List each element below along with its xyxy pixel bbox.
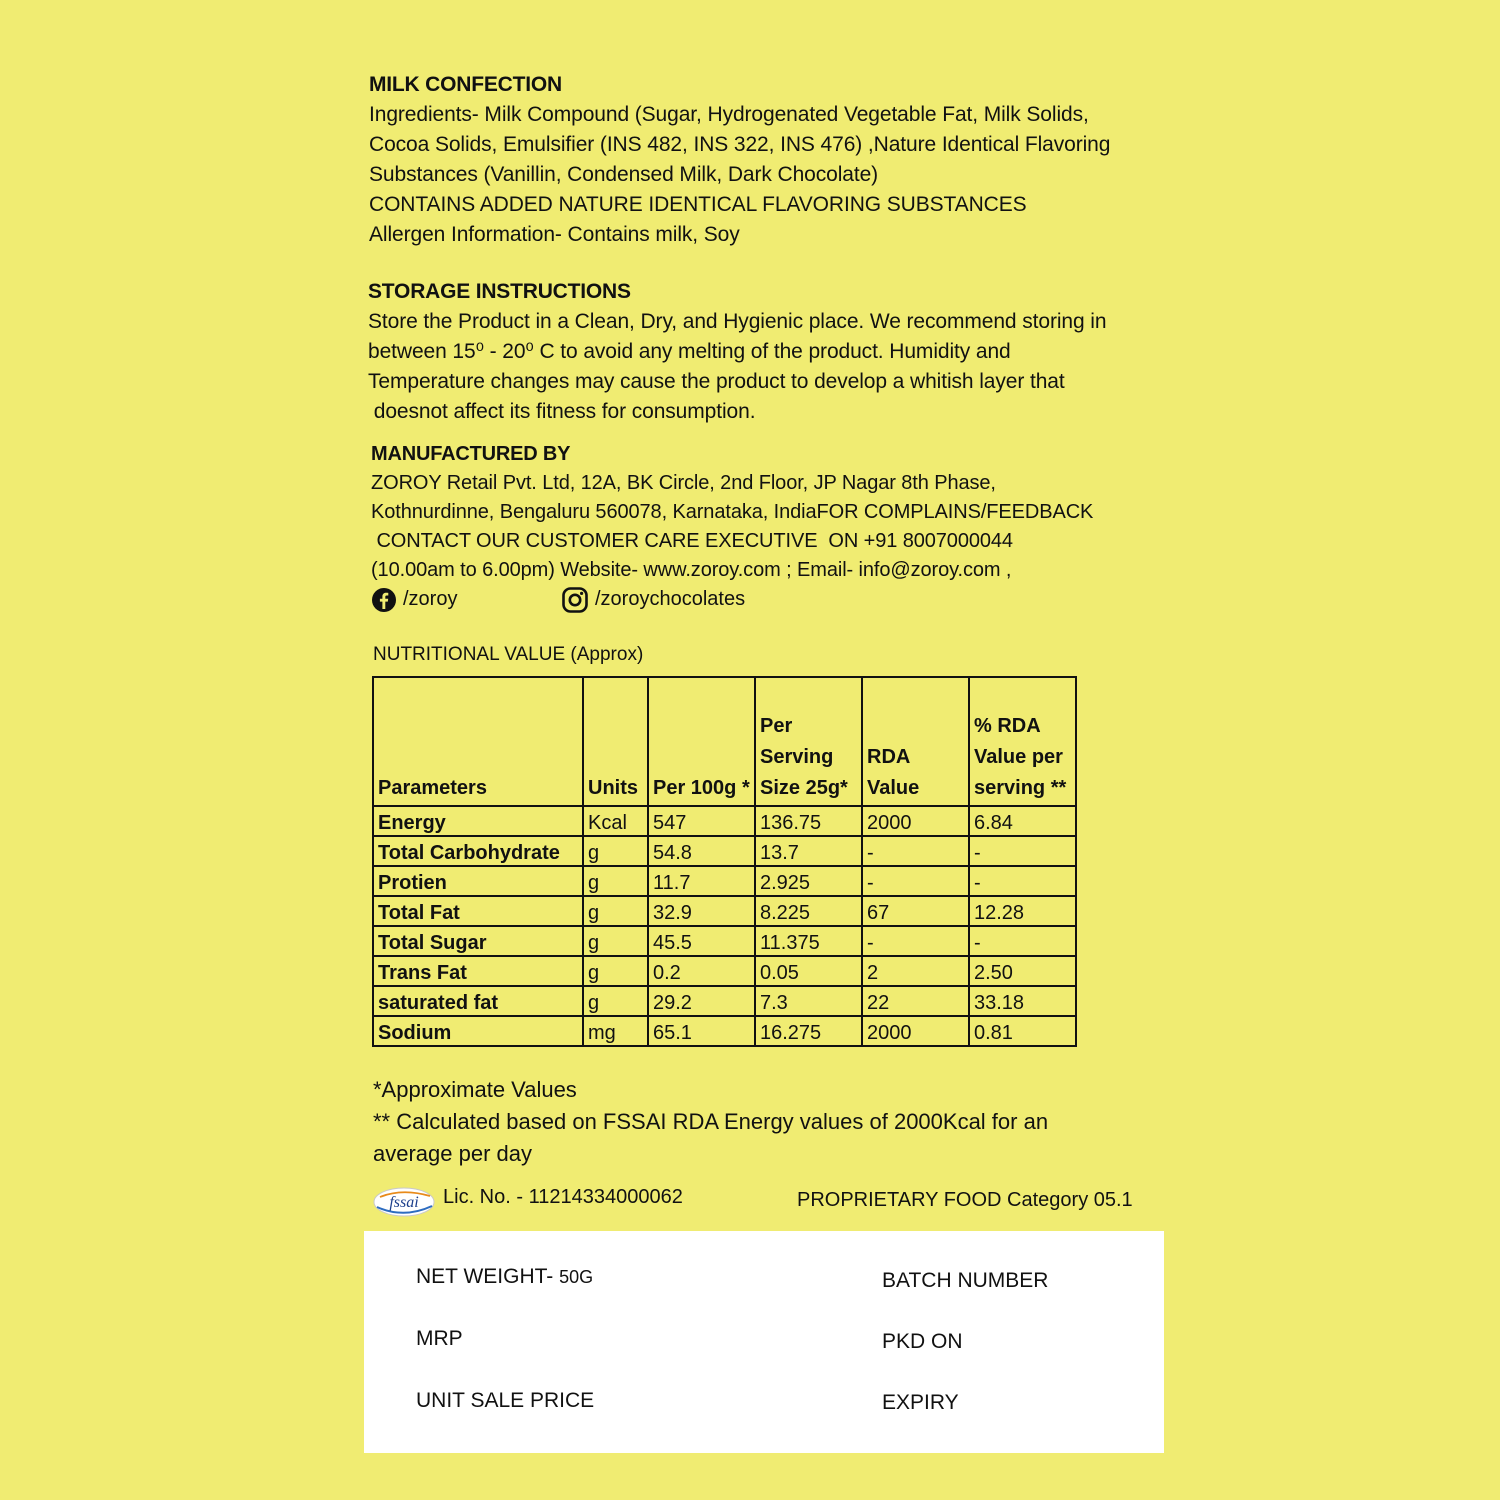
license-number: Lic. No. - 11214334000062 xyxy=(443,1186,683,1208)
header-cell: Per 100g * xyxy=(648,677,755,806)
nutrition-value: - xyxy=(862,866,969,896)
nutrition-value: 54.8 xyxy=(648,836,755,866)
nutrition-parameter: Sodium xyxy=(373,1016,583,1046)
nutrition-value: - xyxy=(969,836,1076,866)
nutrition-parameter: Total Carbohydrate xyxy=(373,836,583,866)
pkd-on-label: PKD ON xyxy=(882,1330,963,1353)
nutrition-value: 2.925 xyxy=(755,866,862,896)
nutrition-row xyxy=(373,866,1076,896)
facebook-link[interactable] xyxy=(371,585,561,614)
storage-line: between 15⁰ - 20⁰ C to avoid any melting of the product. Humidity and xyxy=(368,340,1011,363)
manufacturer-line: ZOROY Retail Pvt. Ltd, 12A, BK Circle, 2nd Floor, JP Nagar 8th Phase, xyxy=(371,472,996,494)
manufacturer-line: Kothnurdinne, Bengaluru 560078, Karnataka, IndiaFOR COMPLAINS/FEEDBACK xyxy=(371,501,1094,523)
storage-line: Store the Product in a Clean, Dry, and Hygienic place. We recommend storing in xyxy=(368,310,1107,333)
svg-text:fssai: fssai xyxy=(389,1194,419,1211)
nutrition-row xyxy=(373,956,1076,986)
header-cell: Parameters xyxy=(373,677,583,806)
net-weight-label: NET WEIGHT- xyxy=(416,1265,554,1288)
ingredients-heading: MILK CONFECTION xyxy=(369,73,562,96)
nutrition-value: 32.9 xyxy=(648,896,755,926)
nutrition-value: Kcal xyxy=(583,806,648,836)
instagram-link[interactable] xyxy=(561,585,745,614)
nutrition-row xyxy=(373,806,1076,836)
nutrition-value: - xyxy=(862,926,969,956)
ingredients-line: Ingredients- Milk Compound (Sugar, Hydrogenated Vegetable Fat, Milk Solids, xyxy=(369,103,1089,126)
nutrition-value: 45.5 xyxy=(648,926,755,956)
header-cell: % RDA Value per serving ** xyxy=(969,677,1076,806)
nutrition-value: 6.84 xyxy=(969,806,1076,836)
nutrition-value: g xyxy=(583,956,648,986)
nutrition-table xyxy=(372,676,1077,1047)
nutrition-value: 29.2 xyxy=(648,986,755,1016)
header-cell: Per Serving Size 25g* xyxy=(755,677,862,806)
ingredients-line: Allergen Information- Contains milk, Soy xyxy=(369,223,740,246)
mrp-label: MRP xyxy=(416,1327,463,1350)
nutrition-value: 11.375 xyxy=(755,926,862,956)
social-links xyxy=(371,585,1093,614)
batch-number-label: BATCH NUMBER xyxy=(882,1269,1049,1292)
storage-heading: STORAGE INSTRUCTIONS xyxy=(368,280,631,303)
nutrition-value: g xyxy=(583,836,648,866)
expiry-label: EXPIRY xyxy=(882,1391,959,1414)
nutrition-value: 2000 xyxy=(862,806,969,836)
nutrition-value: 136.75 xyxy=(755,806,862,836)
food-category: PROPRIETARY FOOD Category 05.1 xyxy=(797,1189,1133,1211)
nutrition-value: 7.3 xyxy=(755,986,862,1016)
nutrition-title: NUTRITIONAL VALUE (Approx) xyxy=(373,644,644,665)
nutrition-value: 67 xyxy=(862,896,969,926)
nutrition-value: 2 xyxy=(862,956,969,986)
manufacturer-line: CONTACT OUR CUSTOMER CARE EXECUTIVE ON +91 8007000044 xyxy=(371,530,1013,552)
instagram-icon xyxy=(561,586,589,614)
storage-line: Temperature changes may cause the product to develop a whitish layer that xyxy=(368,370,1065,393)
nutrition-parameter: Total Sugar xyxy=(373,926,583,956)
net-weight-value: 50G xyxy=(559,1267,594,1287)
footnote-calc-cont: average per day xyxy=(373,1141,532,1166)
facebook-handle: /zoroy xyxy=(403,588,458,610)
ingredients-line: Cocoa Solids, Emulsifier (INS 482, INS 322, INS 476) ,Nature Identical Flavoring xyxy=(369,133,1111,156)
nutrition-value: 11.7 xyxy=(648,866,755,896)
manufacturer-heading: MANUFACTURED BY xyxy=(371,443,571,465)
nutrition-value: mg xyxy=(583,1016,648,1046)
header-cell: RDA Value xyxy=(862,677,969,806)
ingredients-section xyxy=(369,70,1110,250)
fssai-logo xyxy=(372,1185,438,1224)
pack-info-panel xyxy=(364,1231,1164,1453)
nutrition-value: 16.275 xyxy=(755,1016,862,1046)
nutrition-value: 0.05 xyxy=(755,956,862,986)
nutrition-value: g xyxy=(583,896,648,926)
nutrition-value: 65.1 xyxy=(648,1016,755,1046)
nutrition-parameter: Total Fat xyxy=(373,896,583,926)
nutrition-value: 8.225 xyxy=(755,896,862,926)
nutrition-row xyxy=(373,836,1076,866)
nutrition-value: 547 xyxy=(648,806,755,836)
nutrition-row xyxy=(373,926,1076,956)
nutrition-value: 33.18 xyxy=(969,986,1076,1016)
footnote-calc: ** Calculated based on FSSAI RDA Energy values of 2000Kcal for an xyxy=(373,1109,1049,1134)
nutrition-value: 2.50 xyxy=(969,956,1076,986)
nutrition-parameter: Energy xyxy=(373,806,583,836)
manufacturer-line: (10.00am to 6.00pm) Website- www.zoroy.com ; Email- info@zoroy.com , xyxy=(371,559,1012,581)
nutrition-value: 13.7 xyxy=(755,836,862,866)
nutrition-value: 0.2 xyxy=(648,956,755,986)
nutrition-value: 22 xyxy=(862,986,969,1016)
nutrition-parameter: Protien xyxy=(373,866,583,896)
nutrition-value: - xyxy=(862,836,969,866)
nutrition-parameter: Trans Fat xyxy=(373,956,583,986)
nutrition-row xyxy=(373,1016,1076,1046)
nutrition-value: 0.81 xyxy=(969,1016,1076,1046)
nutrition-value: 2000 xyxy=(862,1016,969,1046)
header-cell: Units xyxy=(583,677,648,806)
nutrition-value: - xyxy=(969,926,1076,956)
nutrition-value: 12.28 xyxy=(969,896,1076,926)
instagram-handle: /zoroychocolates xyxy=(595,588,746,610)
nutrition-value: g xyxy=(583,926,648,956)
storage-line: doesnot affect its fitness for consumption. xyxy=(368,400,756,423)
nutrition-header-row xyxy=(373,677,1076,806)
net-weight xyxy=(416,1265,593,1289)
ingredients-line: Substances (Vanillin, Condensed Milk, Dark Chocolate) xyxy=(369,163,879,186)
footnotes xyxy=(373,1074,1048,1170)
nutrition-row xyxy=(373,896,1076,926)
nutrition-value: g xyxy=(583,986,648,1016)
ingredients-line: CONTAINS ADDED NATURE IDENTICAL FLAVORING SUBSTANCES xyxy=(369,193,1027,216)
nutrition-row xyxy=(373,986,1076,1016)
manufacturer-section xyxy=(371,440,1093,614)
facebook-icon xyxy=(371,587,397,613)
nutrition-value: - xyxy=(969,866,1076,896)
nutrition-parameter: saturated fat xyxy=(373,986,583,1016)
unit-sale-price-label: UNIT SALE PRICE xyxy=(416,1389,595,1412)
footnote-approx: *Approximate Values xyxy=(373,1077,577,1102)
storage-section xyxy=(368,277,1106,427)
nutrition-value: g xyxy=(583,866,648,896)
